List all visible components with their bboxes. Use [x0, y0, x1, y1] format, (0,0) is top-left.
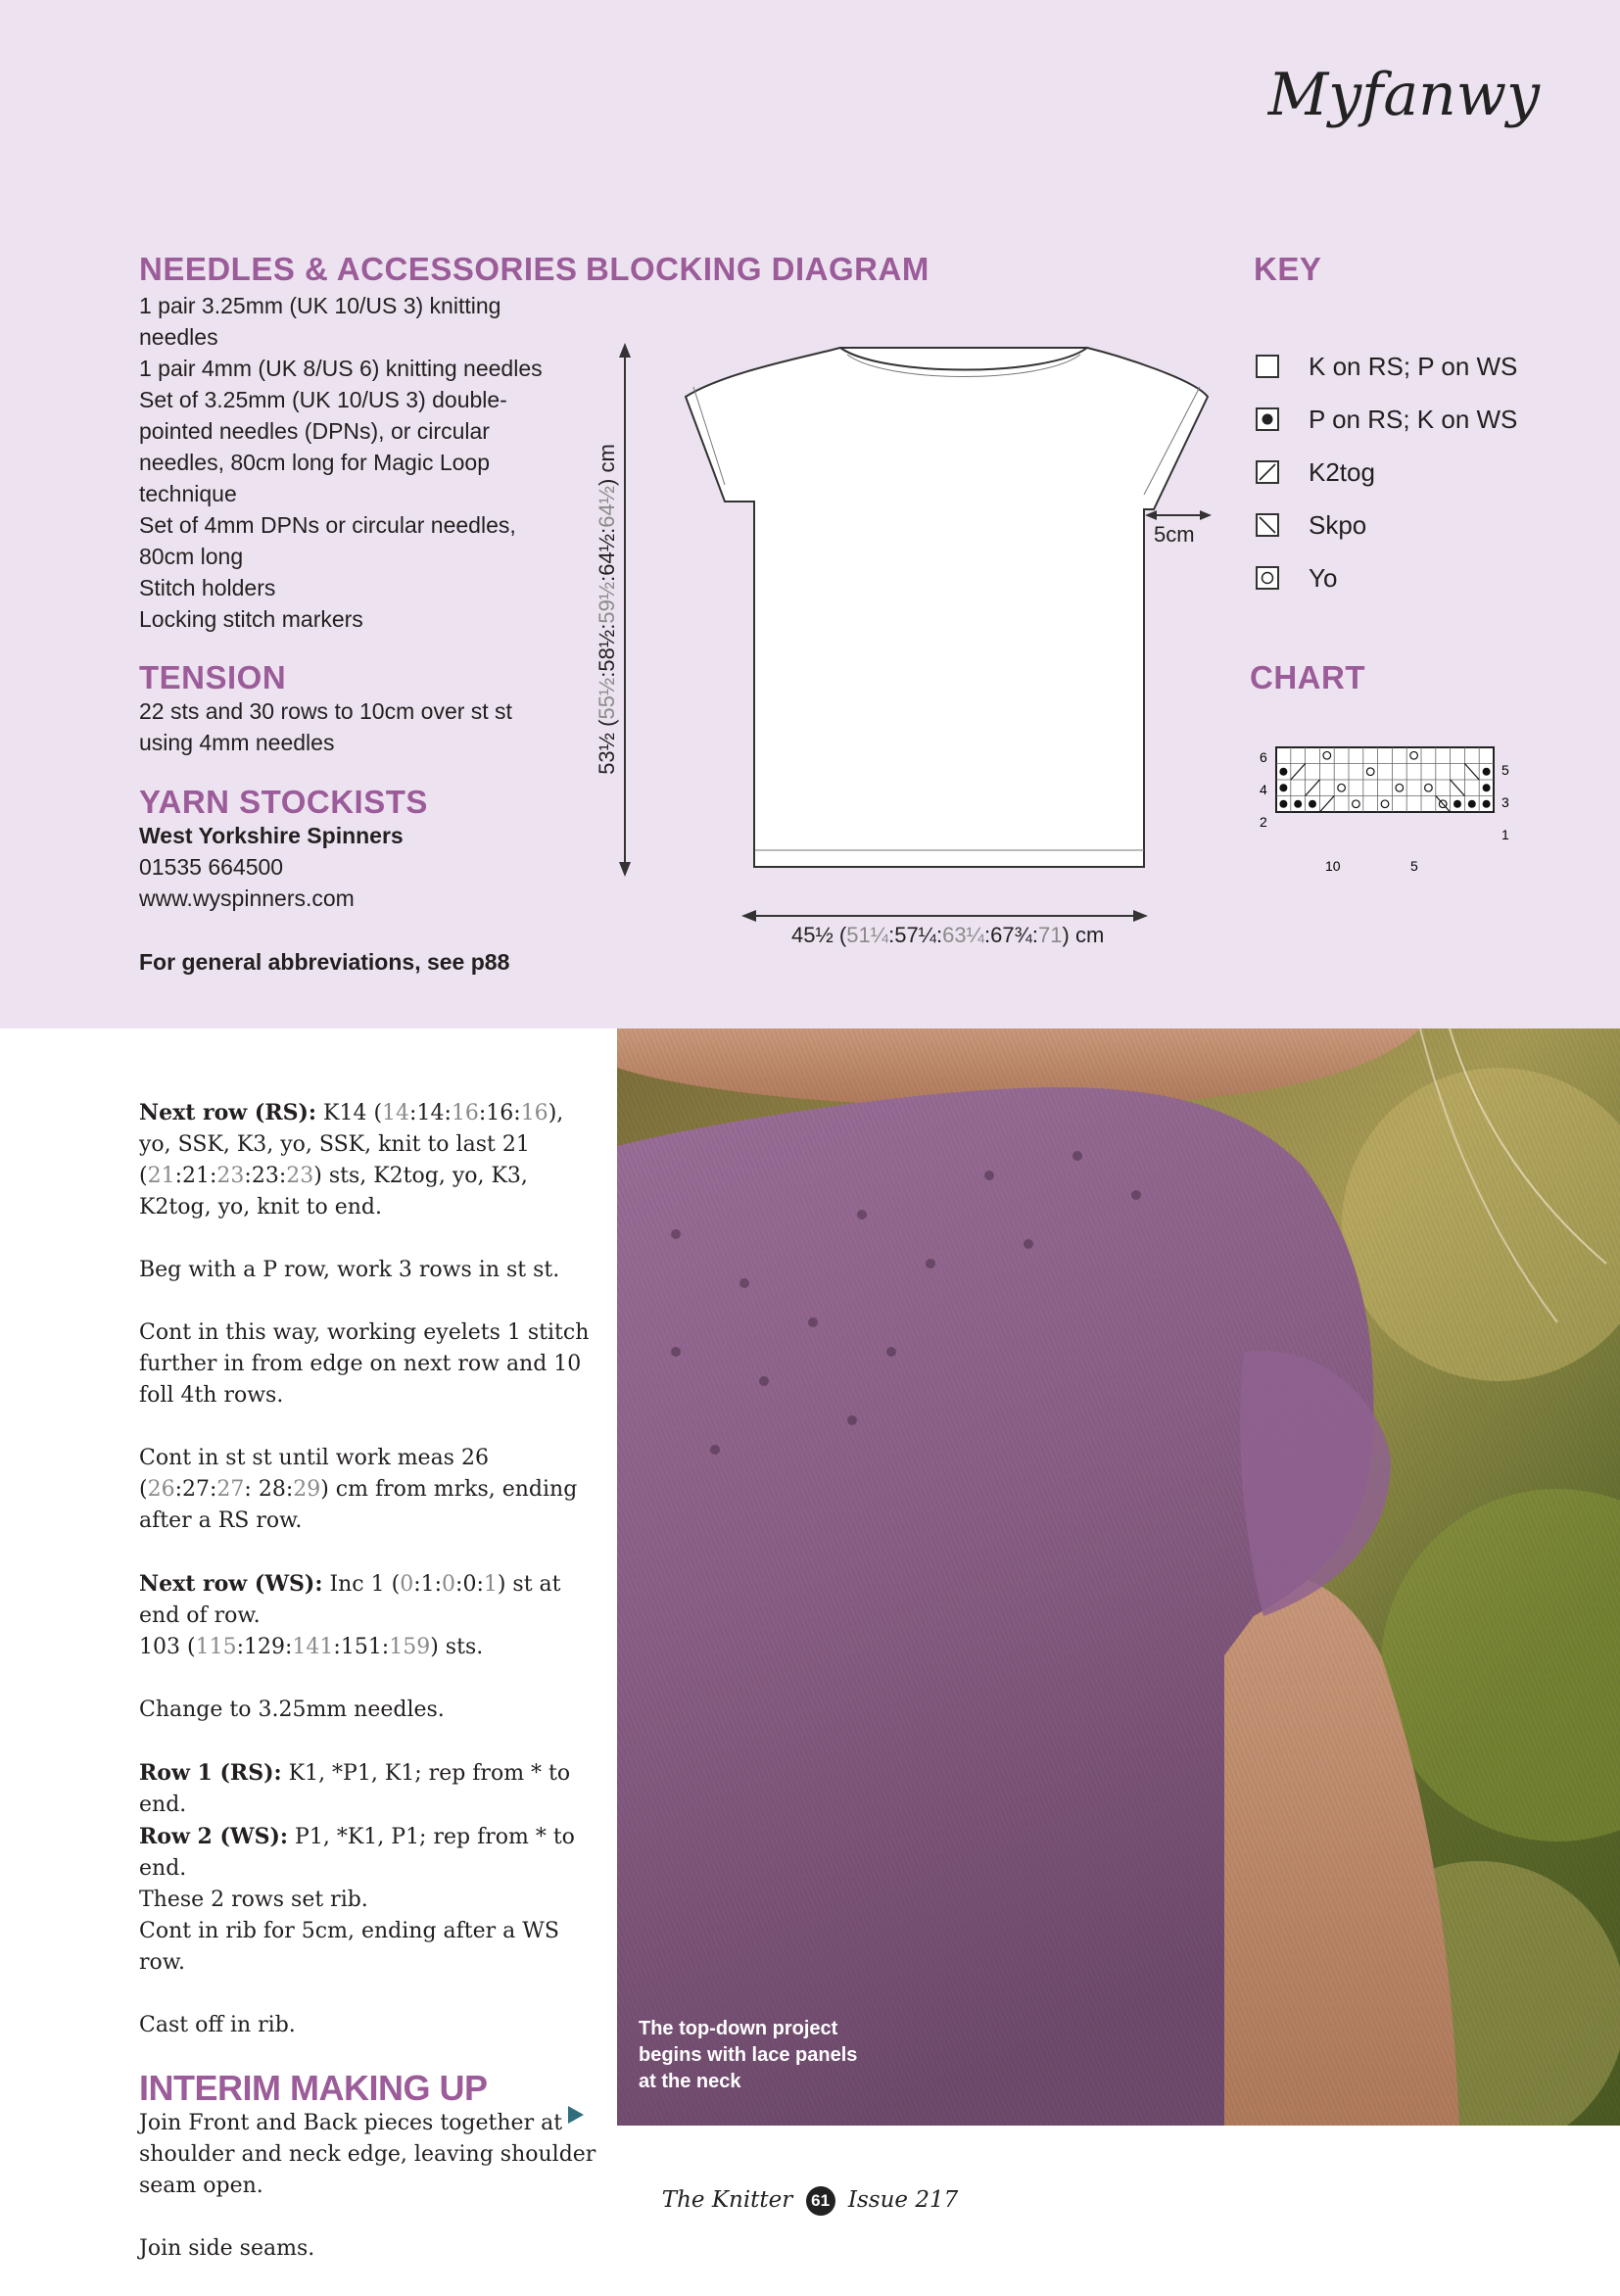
chart-purl-stitch	[1453, 800, 1461, 808]
instruction-paragraph	[139, 1097, 599, 1223]
instructions-column	[139, 1097, 599, 2296]
needles-line: Set of 3.25mm (UK 10/US 3) double-pointed needles (DPNs), or circular needles, 80cm long for Magic Loop technique	[139, 387, 507, 506]
key-item	[1256, 393, 1569, 446]
instruction-paragraph: Change to 3.25mm needles.	[139, 1698, 445, 1722]
text-part: 1	[483, 1572, 498, 1597]
size-value: 63¼	[942, 923, 984, 947]
size-value: ) cm	[1062, 923, 1105, 947]
chart-purl-stitch	[1483, 784, 1491, 791]
chart-purl-stitch	[1279, 784, 1287, 791]
blocking-diagram	[588, 333, 1234, 960]
text-part: :1:	[413, 1572, 443, 1597]
text-part: K1, *P1, K1; rep from * to end.	[139, 1761, 571, 1817]
text-part: 159	[389, 1635, 431, 1659]
chart-row-label: 3	[1501, 794, 1509, 810]
text-part: :14:	[409, 1101, 452, 1125]
circle-icon	[1256, 566, 1279, 590]
photo-caption: The top-down project begins with lace panels at the neck	[639, 2018, 858, 2092]
size-value: 64½	[595, 485, 619, 528]
text-part: K14 (	[316, 1101, 383, 1125]
text-part: 16	[451, 1101, 479, 1125]
size-value: 53½ (	[595, 719, 619, 775]
key-label: P on RS; K on WS	[1309, 404, 1518, 434]
text-part: ) cm from mrks, ending after a RS row.	[139, 1477, 578, 1533]
issue-number: Issue 217	[847, 2187, 959, 2213]
chart-row-label: 6	[1260, 749, 1267, 765]
text-part: 29	[293, 1477, 321, 1502]
text-part: 141	[292, 1635, 334, 1659]
page-footer	[0, 2186, 1620, 2216]
text-part: 115	[195, 1635, 237, 1659]
text-part: Cont in rib for 5cm, ending after a WS row.	[139, 1919, 559, 1975]
text-part: : 28:	[244, 1477, 294, 1502]
model-photo	[617, 1028, 1620, 2126]
empty-square-icon	[1256, 355, 1279, 378]
needles-line: 1 pair 3.25mm (UK 10/US 3) knitting needles	[139, 293, 501, 350]
text-part: 26	[147, 1477, 175, 1502]
yarn-company: West Yorkshire Spinners	[139, 823, 404, 848]
chart-purl-stitch	[1468, 800, 1476, 808]
size-value: :67¾:	[983, 923, 1039, 947]
magazine-name: The Knitter	[661, 2187, 793, 2213]
key-item	[1256, 551, 1569, 604]
text-part: :21:	[174, 1164, 217, 1188]
text-part: 27	[216, 1477, 245, 1502]
text-part: 21	[147, 1164, 175, 1188]
size-value: ) cm	[595, 444, 619, 486]
text-part: ) sts.	[430, 1635, 484, 1659]
tension-heading: TENSION	[139, 659, 287, 695]
text-part: 0	[400, 1572, 414, 1597]
instruction-paragraph: Cast off in rib.	[139, 2013, 296, 2037]
page-number: 61	[806, 2186, 835, 2216]
text-part: 23	[216, 1164, 245, 1188]
chart-purl-stitch	[1279, 768, 1287, 776]
row-label: Next row (RS):	[139, 1100, 317, 1125]
slash-right-icon	[1256, 460, 1279, 484]
chart-purl-stitch	[1309, 800, 1316, 808]
making-up-heading: INTERIM MAKING UP	[139, 2068, 488, 2108]
chart-row-label: 2	[1260, 814, 1267, 830]
text-part: 14	[382, 1101, 410, 1125]
key-label: Skpo	[1309, 509, 1367, 540]
instruction-paragraph: Cont in this way, working eyelets 1 stitch further in from edge on next row and 10 foll 4th rows.	[139, 1320, 590, 1408]
yarn-heading: YARN STOCKISTS	[139, 784, 428, 820]
key-label: K2tog	[1309, 456, 1375, 487]
slash-left-icon	[1256, 513, 1279, 537]
key-item	[1256, 446, 1569, 499]
size-value: 55½	[595, 677, 619, 720]
needles-line: 1 pair 4mm (UK 8/US 6) knitting needles	[139, 356, 543, 381]
size-value: 71	[1038, 923, 1063, 947]
text-part: 23	[286, 1164, 314, 1188]
key-label: Yo	[1309, 562, 1338, 593]
size-value: :57¼:	[888, 923, 943, 947]
chart-col-label: 5	[1410, 858, 1418, 874]
needles-line: Stitch holders	[139, 575, 276, 600]
yarn-phone: 01535 664500	[139, 854, 284, 880]
sleeve-measure-label: 5cm	[1154, 522, 1195, 547]
text-part: ) sts, K2tog, yo, K3, K2tog, yo, knit to end.	[139, 1164, 528, 1220]
text-part: Inc 1 (	[322, 1572, 401, 1597]
text-part: ) st at end of row.	[139, 1572, 561, 1628]
size-value: 51¼	[846, 923, 889, 947]
needles-list	[139, 290, 550, 635]
abbreviations-note: For general abbreviations, see p88	[139, 949, 510, 975]
text-part: :23:	[244, 1164, 287, 1188]
instruction-paragraph	[139, 1443, 599, 1537]
needles-line: Set of 4mm DPNs or circular needles, 80cm long	[139, 512, 516, 569]
blocking-heading: BLOCKING DIAGRAM	[586, 251, 929, 287]
key-item	[1256, 499, 1569, 551]
text-part: :129:	[236, 1635, 293, 1659]
page-title: Myfanwy	[1267, 61, 1540, 129]
lace-chart	[1244, 735, 1538, 882]
row-label: Row 2 (WS):	[139, 1824, 289, 1849]
text-part: P1, *K1, P1; rep from * to end.	[139, 1825, 575, 1881]
needles-line: Locking stitch markers	[139, 606, 363, 632]
text-part: These 2 rows set rib.	[139, 1888, 368, 1912]
row-label: Next row (WS):	[139, 1571, 323, 1597]
chart-row-label: 5	[1501, 762, 1509, 778]
yarn-web[interactable]: www.wyspinners.com	[139, 885, 355, 911]
text-part: :27:	[174, 1477, 217, 1502]
text-part: :0:	[455, 1572, 484, 1597]
instruction-paragraph: Join side seams.	[139, 2236, 315, 2261]
continue-arrow-icon	[568, 2106, 584, 2124]
key-heading: KEY	[1254, 251, 1322, 287]
chart-heading: CHART	[1250, 659, 1365, 695]
text-part: ), yo, SSK, K3, yo, SSK, knit to last 21 (	[139, 1101, 564, 1188]
text-part: 103 (	[139, 1635, 196, 1659]
key-label: K on RS; P on WS	[1309, 351, 1518, 381]
instruction-paragraph: Join Front and Back pieces together at shoulder and neck edge, leaving shoulder seam open.	[139, 2111, 596, 2198]
chart-purl-stitch	[1294, 800, 1302, 808]
needles-heading: NEEDLES & ACCESSORIES	[139, 251, 578, 287]
width-measure-label	[791, 923, 1104, 948]
text-part: 16	[520, 1101, 548, 1125]
text-part: 0	[442, 1572, 456, 1597]
row-label: Row 1 (RS):	[139, 1760, 282, 1786]
size-value: 59½	[595, 581, 619, 624]
stitch-key	[1256, 340, 1569, 604]
chart-row-label: 1	[1501, 827, 1509, 842]
size-value: :58½:	[595, 623, 619, 678]
filled-dot-icon	[1256, 407, 1279, 431]
text-part: :151:	[333, 1635, 390, 1659]
yarn-info	[139, 820, 550, 914]
chart-purl-stitch	[1483, 800, 1491, 808]
size-value: :64½:	[595, 527, 619, 582]
instruction-paragraph	[139, 1568, 599, 1663]
instruction-paragraph	[139, 1757, 599, 1979]
text-part: :16:	[478, 1101, 521, 1125]
chart-purl-stitch	[1279, 800, 1287, 808]
chart-row-label: 4	[1260, 782, 1267, 797]
text-part: Cont in st st until work meas 26 (	[139, 1446, 489, 1502]
key-item	[1256, 340, 1569, 393]
tension-text: 22 sts and 30 rows to 10cm over st st using 4mm needles	[139, 698, 512, 755]
height-measure-label	[595, 444, 620, 775]
chart-col-label: 10	[1325, 858, 1341, 874]
chart-purl-stitch	[1483, 768, 1491, 776]
instruction-paragraph: Beg with a P row, work 3 rows in st st.	[139, 1258, 560, 1282]
size-value: 45½ (	[791, 923, 847, 947]
